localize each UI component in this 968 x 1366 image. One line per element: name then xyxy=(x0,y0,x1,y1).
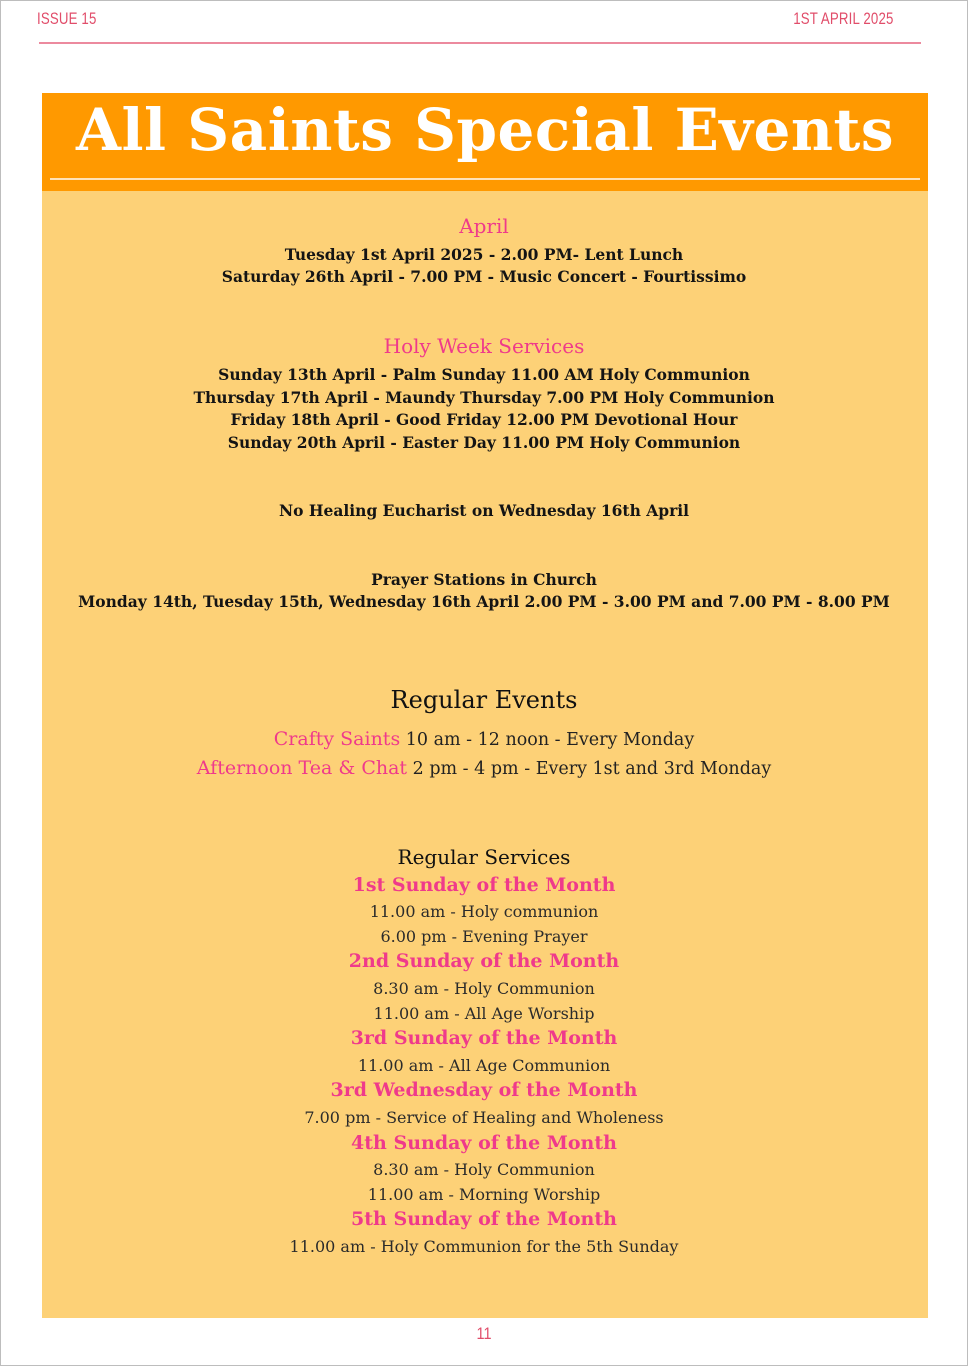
service-item: 8.30 am - Holy Communion xyxy=(373,1160,595,1179)
service-item: 11.00 am - Morning Worship xyxy=(367,1185,601,1204)
holy-week-line: Friday 18th April - Good Friday 12.00 PM Devotional Hour xyxy=(230,410,738,429)
service-month-heading: 3rd Sunday of the Month xyxy=(350,1027,618,1049)
event-name: Afternoon Tea & Chat xyxy=(196,757,408,779)
page-title: All Saints Special Events xyxy=(76,96,894,164)
page-number: 11 xyxy=(476,1324,492,1343)
holy-week-line: Sunday 20th April - Easter Day 11.00 PM Holy Communion xyxy=(227,433,741,452)
april-line: Saturday 26th April - 7.00 PM - Music Concert - Fourtissimo xyxy=(221,267,747,286)
issue-label: ISSUE 15 xyxy=(37,9,97,28)
april-line: Tuesday 1st April 2025 - 2.00 PM- Lent Lunch xyxy=(284,245,684,264)
header-divider xyxy=(39,42,921,44)
service-month-heading: 2nd Sunday of the Month xyxy=(348,950,620,972)
service-month-heading: 1st Sunday of the Month xyxy=(352,874,616,896)
service-item: 11.00 am - All Age Worship xyxy=(373,1004,595,1023)
holy-week-line: Sunday 13th April - Palm Sunday 11.00 AM Holy Communion xyxy=(218,365,750,384)
event-row xyxy=(0,728,968,750)
issue-date: 1ST APRIL 2025 xyxy=(792,9,893,28)
service-item: 11.00 am - Holy Communion for the 5th Sunday xyxy=(289,1237,679,1256)
service-item: 8.30 am - Holy Communion xyxy=(373,979,595,998)
event-detail: 2 pm - 4 pm - Every 1st and 3rd Monday xyxy=(407,759,772,779)
event-row xyxy=(0,757,968,779)
banner-divider xyxy=(50,178,920,180)
healing-notice: No Healing Eucharist on Wednesday 16th April xyxy=(278,501,690,520)
title-banner xyxy=(42,93,928,191)
event-name: Crafty Saints xyxy=(273,728,401,750)
service-item: 11.00 am - Holy communion xyxy=(369,902,599,921)
service-item: 11.00 am - All Age Communion xyxy=(357,1056,611,1075)
service-month-heading: 4th Sunday of the Month xyxy=(351,1132,617,1154)
regular-services-title: Regular Services xyxy=(397,845,571,869)
holy-week-line: Thursday 17th April - Maundy Thursday 7.00 PM Holy Communion xyxy=(193,388,775,407)
service-item: 7.00 pm - Service of Healing and Wholeness xyxy=(304,1108,664,1127)
service-month-heading: 3rd Wednesday of the Month xyxy=(330,1079,638,1101)
service-item: 6.00 pm - Evening Prayer xyxy=(380,927,588,946)
prayer-stations-details: Monday 14th, Tuesday 15th, Wednesday 16th April 2.00 PM - 3.00 PM and 7.00 PM - 8.00 PM xyxy=(78,592,890,611)
service-month-heading: 5th Sunday of the Month xyxy=(351,1208,617,1230)
april-heading: April xyxy=(459,214,509,238)
event-detail: 10 am - 12 noon - Every Monday xyxy=(400,730,695,750)
holy-week-heading: Holy Week Services xyxy=(383,334,585,358)
regular-events-title: Regular Events xyxy=(390,686,578,714)
prayer-stations-title: Prayer Stations in Church xyxy=(371,570,597,589)
